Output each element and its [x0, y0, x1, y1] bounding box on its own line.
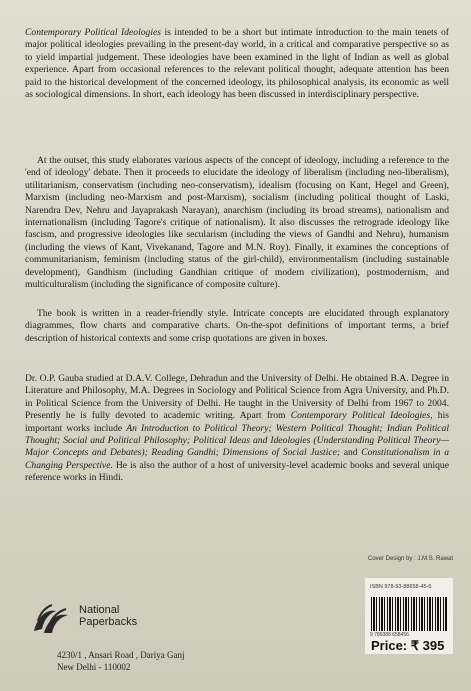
- publisher-name-line-2: Paperbacks: [79, 616, 138, 628]
- barcode-icon: [371, 597, 447, 631]
- address-line-2: New Delhi - 110002: [57, 661, 131, 672]
- price-label: Price: ₹ 395: [371, 638, 445, 653]
- isbn-text: ISBN 978-93-88658-45-6: [370, 584, 432, 590]
- publisher-name: [79, 604, 137, 628]
- author-bio-e: and: [340, 447, 362, 459]
- description-text-3: The book is written in a reader-friendly style. Intricate concepts are elucidated through explanatory diagrammes, flow charts and comparative charts. On-the-spot definitions of important terms, a brief description of historical contexts and some crisp quotations are given in boxes.: [25, 308, 449, 344]
- author-bio-paragraph: [25, 373, 449, 485]
- author-bio-g: He is also the author of a host of university-level academic books and several unique reference works in Hindi.: [25, 459, 449, 484]
- publisher-name-line-1: National: [79, 604, 120, 616]
- book-title-italic: Contemporary Political Ideologies: [25, 27, 161, 38]
- author-bio-a: Dr. O.P. Gauba studied at D.A.V. College, Dehradun and the University of Delhi. He obtained B.A. Degree in Literature and Philosophy, M.A. Degrees in Sociology and Political Science from Agra University, and Ph.D. in Political Science from the University of Delhi. He taught in the University of Delhi from 1967 to 2004. Presently he is fully devoted to academic writing. Apart from: [25, 373, 449, 422]
- publisher-address: [57, 650, 184, 673]
- description-paragraph-2: [25, 155, 449, 291]
- author-bio-c: his important works include: [25, 410, 449, 434]
- description-text-1: is intended to be a short but intimate introduction to the main tenets of major political ideologies prevailing in the present-day world, in a critical and comparative perspective so as to yield impartial judgement. These ideologies have been examined in the light of Indian as well as global experience. Apart from occasional references to the relevant political thought, adequate attention has been paid to the historical development of the concerned ideology, its philosophical analysis, its economic as well as sociological dimensions. In short, each ideology has been discussed in interdisciplinary perspective.: [25, 27, 449, 101]
- author-bio-f: Constitutionalism in a Changing Perspective.: [25, 447, 449, 471]
- publisher-logo-icon: [30, 601, 72, 639]
- barcode-digits: 9 789388 658456: [370, 632, 409, 638]
- cover-design-credit: Cover Design by : J.M.S. Rawat: [368, 556, 454, 562]
- author-bio-b: Contemporary Political Ideologies,: [290, 410, 433, 422]
- author-bio-d: An Introduction to Political Theory; Western Political Thought; Indian Political Thought; Social and Political Philosophy; Political Ideas and Ideologies (Understanding Political Theory—Major Concepts and Debates); Reading Gandhi; Dimensions of Social Justice;: [25, 422, 450, 459]
- description-paragraph-1: [25, 27, 449, 101]
- description-paragraph-3: [25, 308, 449, 345]
- address-line-1: 4230/1 , Ansari Road , Dariya Ganj: [57, 650, 185, 660]
- description-text-2: At the outset, this study elaborates various aspects of the concept of ideology, including a reference to the 'end of ideology' debate. Then it proceeds to elucidate the ideology of liberalism (including neo-liberalism), utilitarianism, conservatism (including neo-conservatism), idealism (focusing on Kant, Hegel and Green), Marxism (including neo-Marxism and post-Marxism), socialism (including political thought of Laski, Narendra Dev, Nehru and Jayaprakash Narayan), anarchism (including its broad streams), nationalism and internationalism (including Tagore's critique of nationalism). It also discusses the retrograde ideology like fascism, and progressive ideologies like secularism (including the views of Gandhi and Nehru), humanism (including the views of Kant, Vivekanand, Tagore and M.N. Roy). Finally, it examines the conceptions of communitarianism, feminism (including status of the girl-child), environmentalism (including sustainable development), Gandhism (including Gandhian critique of modern civilization), postmodernism, and multiculturalism (including the significance of composite culture).: [25, 155, 449, 291]
